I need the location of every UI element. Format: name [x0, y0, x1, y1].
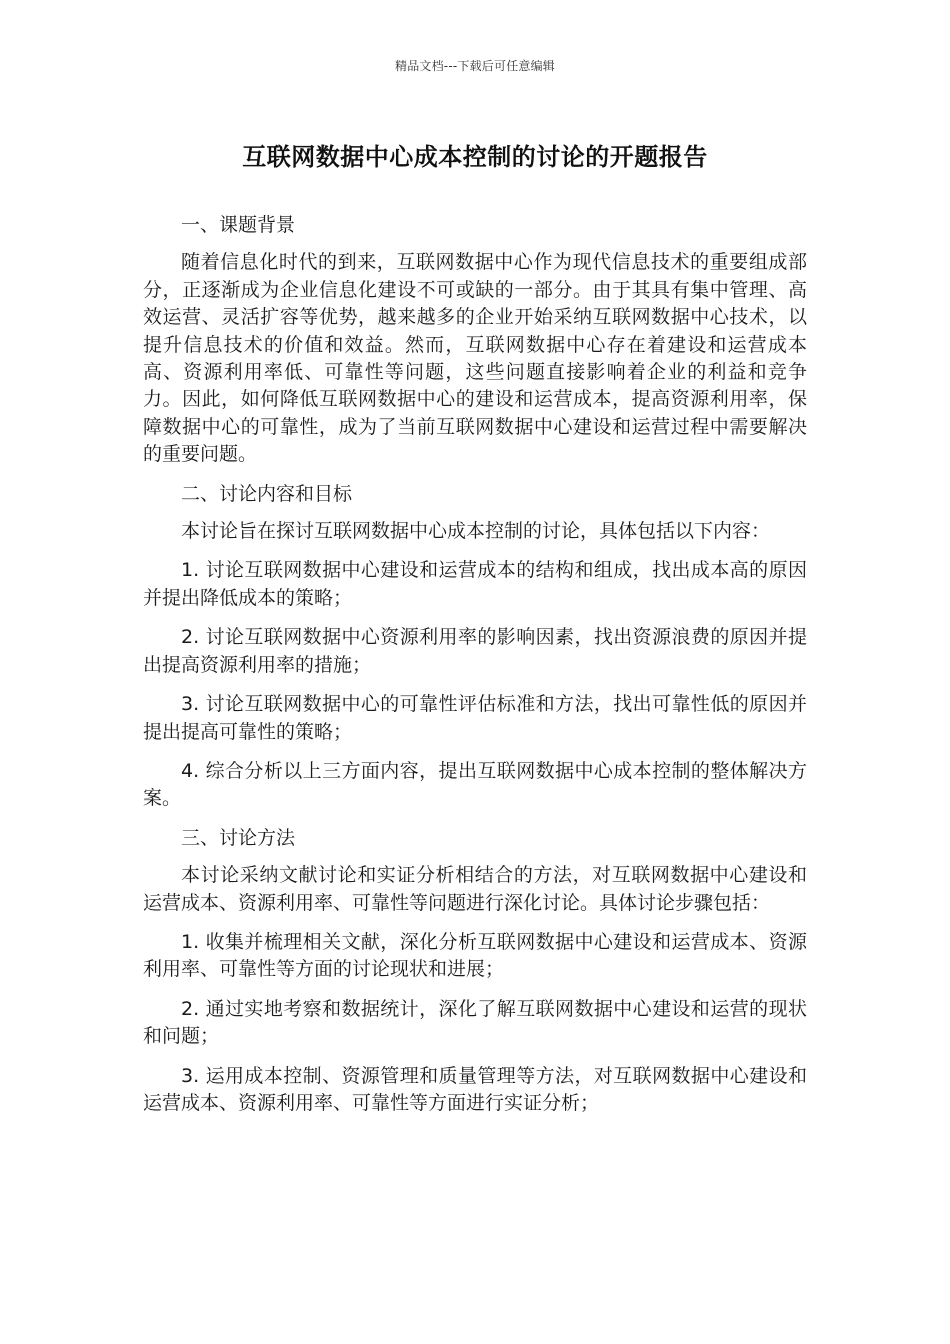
- list-item-content-4: 4. 综合分析以上三方面内容，提出互联网数据中心成本控制的整体解决方案。: [143, 759, 807, 810]
- header-note: 精品文档---下载后可任意编辑: [395, 59, 555, 73]
- section-heading-background: 一、课题背景: [181, 214, 296, 236]
- section-heading-methods: 三、讨论方法: [181, 826, 296, 849]
- document-title: 互联网数据中心成本控制的讨论的开题报告: [242, 143, 708, 171]
- section-heading-content-goals: 二、讨论内容和目标: [181, 482, 353, 505]
- paragraph-content-intro: 本讨论旨在探讨互联网数据中心成本控制的讨论，具体包括以下内容：: [181, 520, 771, 543]
- list-item-method-2: 2. 通过实地考察和数据统计，深化了解互联网数据中心建设和运营的现状和问题；: [143, 997, 807, 1048]
- paragraph-methods-intro: 本讨论采纳文献讨论和实证分析相结合的方法，对互联网数据中心建设和运营成本、资源利用率、可靠性等问题进行深化讨论。具体讨论步骤包括：: [143, 864, 807, 914]
- document-body: [143, 212, 807, 1129]
- list-item-content-2: 2. 讨论互联网数据中心资源利用率的影响因素，找出资源浪费的原因并提出提高资源利用率的措施；: [143, 626, 807, 676]
- paragraph-background: 随着信息化时代的到来，互联网数据中心作为现代信息技术的重要组成部分，正逐渐成为企业信息化建设不可或缺的一部分。由于其具有集中管理、高效运营、灵活扩容等优势，越来越多的企业开始采纳互联网数据中心技术，以提升信息技术的价值和效益。然而，互联网数据中心存在着建设和运营成本高、资源利用率低、可靠性等问题，这些问题直接影响着企业的利益和竞争力。因此，如何降低互联网数据中心的建设和运营成本，提高资源利用率，保障数据中心的可靠性，成为了当前互联网数据中心建设和运营过程中需要解决的重要问题。: [143, 251, 807, 466]
- list-item-content-1: 1. 讨论互联网数据中心建设和运营成本的结构和组成，找出成本高的原因并提出降低成本的策略；: [143, 559, 807, 609]
- list-item-method-1: 1. 收集并梳理相关文献，深化分析互联网数据中心建设和运营成本、资源利用率、可靠性等方面的讨论现状和进展；: [143, 930, 807, 981]
- list-item-content-3: 3. 讨论互联网数据中心的可靠性评估标准和方法，找出可靠性低的原因并提出提高可靠性的策略；: [143, 693, 807, 743]
- list-item-method-3: 3. 运用成本控制、资源管理和质量管理等方法，对互联网数据中心建设和运营成本、资源利用率、可靠性等方面进行实证分析；: [143, 1064, 807, 1114]
